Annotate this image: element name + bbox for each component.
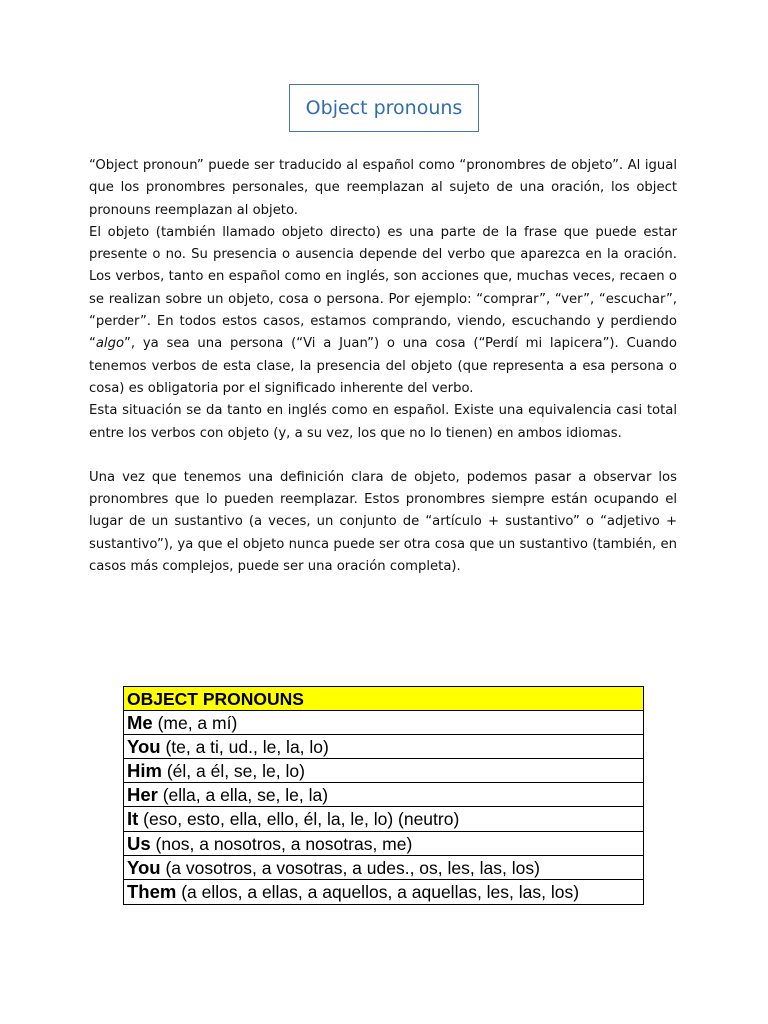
translation-cell: (te, a ti, ud., le, la, lo)	[160, 737, 329, 758]
translation-cell: (me, a mí)	[152, 713, 238, 734]
table-row	[124, 711, 643, 735]
paragraph	[89, 222, 677, 400]
pronoun-cell: Her	[127, 784, 158, 806]
table-row	[124, 880, 643, 904]
paragraph	[89, 400, 677, 445]
translation-cell: (ella, a ella, se, le, la)	[157, 785, 329, 806]
table-row	[124, 807, 643, 831]
paragraph-text: El objeto (también llamado objeto directo) es una parte de la frase que puede estar presente o no. Su presencia o ausencia depende del verbo que aparezca en la oración. Los verbos, tanto en español como en inglés, son acciones que, muchas veces, recaen o se realizan sobre un objeto, cosa o persona. Por ejemplo: “comprar”, “ver”, “escuchar”, “perder”. En todos estos casos, estamos comprando, viendo, escuchando y perdiendo “	[89, 224, 677, 352]
paragraph	[89, 155, 677, 222]
pronoun-cell: Them	[127, 880, 177, 902]
table-row	[124, 735, 643, 759]
table-row	[124, 832, 643, 856]
table-row	[124, 856, 643, 880]
translation-cell: (nos, a nosotros, a nosotras, me)	[150, 833, 413, 854]
translation-cell: (él, a él, se, le, lo)	[161, 761, 305, 782]
translation-cell: (a vosotros, a vosotras, a udes., os, les, las, los)	[160, 857, 540, 878]
pronoun-cell: It	[127, 808, 139, 830]
pronoun-cell: You	[127, 736, 161, 758]
translation-cell: (a ellos, a ellas, a aquellos, a aquellas, les, las, los)	[176, 881, 580, 902]
paragraph-text: “Object pronoun” puede ser traducido al español como “pronombres de objeto”. Al igual que los pronombres personales, que reemplazan al sujeto de una oración, los object pronouns reemplazan al objeto.	[89, 158, 677, 218]
paragraph-text: Esta situación se da tanto en inglés como en español. Existe una equivalencia casi total entre los verbos con objeto (y, a su vez, los que no lo tienen) en ambos idiomas.	[89, 403, 677, 441]
pronoun-cell: Us	[127, 832, 151, 854]
page-title: Object pronouns	[305, 97, 463, 119]
table-header: OBJECT PRONOUNS	[124, 687, 643, 711]
paragraph	[89, 467, 677, 578]
table-row	[124, 759, 643, 783]
italic-text: algo	[95, 336, 125, 352]
object-pronouns-table	[123, 686, 644, 905]
paragraph-text: Una vez que tenemos una definición clara de objeto, podemos pasar a observar los pronombres que lo pueden reemplazar. Estos pronombres siempre están ocupando el lugar de un sustantivo (a veces, un conjunto de “artículo + sustantivo” o “adjetivo + sustantivo”), ya que el objeto nunca puede ser otra cosa que un sustantivo (también, en casos más complejos, puede ser una oración completa).	[89, 469, 677, 575]
pronoun-cell: Me	[127, 712, 153, 734]
title-box	[289, 84, 479, 132]
pronoun-cell: You	[127, 856, 161, 878]
translation-cell: (eso, esto, ella, ello, él, la, le, lo) (neutro)	[138, 809, 460, 830]
pronoun-cell: Him	[127, 760, 162, 782]
paragraph-text: ”, ya sea una persona (“Vi a Juan”) o una cosa (“Perdí mi lapicera”). Cuando tenemos verbos de esta clase, la presencia del objeto (que representa a esa persona o cosa) es obligatoria por el significado inherente del verbo.	[89, 336, 677, 396]
table-row	[124, 783, 643, 807]
body-text	[89, 155, 677, 578]
